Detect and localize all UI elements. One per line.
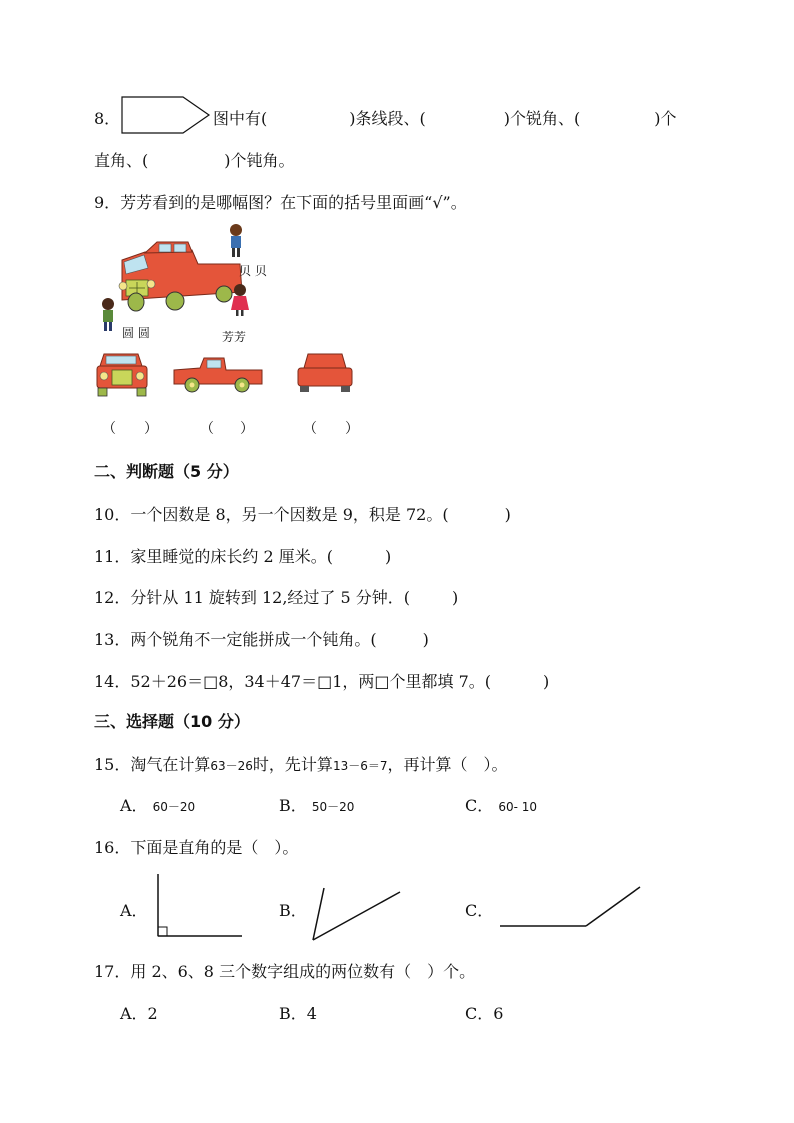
label-fangfang: 芳芳 <box>222 330 247 344</box>
q15-expression-2: 13－6＝7 <box>332 759 388 773</box>
q15-option-a[interactable]: A． 60－20 <box>120 796 196 815</box>
label-yuanyuan: 圆 圆 <box>122 326 150 340</box>
right-angle-figure <box>154 872 244 942</box>
q16-option-b[interactable]: B． <box>279 901 307 920</box>
q11: 11．家里睡觉的床长约 2 厘米。( ) <box>94 547 392 566</box>
q16: 16．下面是直角的是（ ）。 <box>94 838 299 857</box>
q8-line2: 直角、( )个钝角。 <box>94 151 295 170</box>
q10: 10．一个因数是 8，另一个因数是 9，积是 72。( ) <box>94 505 511 524</box>
q9-paren-a[interactable]: （ ） <box>102 421 158 437</box>
obtuse-angle-figure <box>498 884 644 930</box>
q16-option-a[interactable]: A． <box>120 901 148 920</box>
q15-expression-1: 63－26 <box>210 759 253 773</box>
q8-number: 8． <box>94 109 121 128</box>
pentagon-figure <box>121 96 211 136</box>
truck-side-view <box>170 354 266 394</box>
q13: 13．两个锐角不一定能拼成一个钝角。( ) <box>94 630 429 649</box>
q8-line1 <box>94 106 120 129</box>
q14: 14．52＋26＝□8，34＋47＝□1，两□个里都填 7。( ) <box>94 672 550 691</box>
q9-question: 9．芳芳看到的是哪幅图？在下面的括号里面画“√”。 <box>94 193 467 212</box>
q9-paren-b[interactable]: （ ） <box>200 421 254 437</box>
label-beibei: 贝 贝 <box>239 264 267 278</box>
section3-title: 三、选择题（10 分） <box>94 712 250 731</box>
section2-title: 二、判断题（5 分） <box>94 462 239 481</box>
q17-option-c[interactable]: C．6 <box>465 1004 504 1023</box>
q8-line1-text: 图中有( )条线段、( )个锐角、( )个 <box>213 109 677 128</box>
acute-angle-figure <box>308 886 404 946</box>
q15: 15．淘气在计算63－26时，先计算13－6＝7，再计算（ ）。 <box>94 755 508 774</box>
q16-option-c[interactable]: C． <box>465 901 494 920</box>
truck-rear-view <box>296 352 356 394</box>
q17-option-b[interactable]: B．4 <box>279 1004 317 1023</box>
q15-option-c[interactable]: C． 60- 10 <box>465 796 538 815</box>
q17: 17．用 2、6、8 三个数字组成的两位数有（ ）个。 <box>94 962 476 981</box>
q9-paren-c[interactable]: （ ） <box>303 421 359 437</box>
q12: 12．分针从 11 旋转到 12,经过了 5 分钟．( ) <box>94 588 459 607</box>
q17-option-a[interactable]: A．2 <box>120 1004 158 1023</box>
truck-front-view <box>94 350 150 398</box>
q15-option-b[interactable]: B． 50－20 <box>279 796 355 815</box>
